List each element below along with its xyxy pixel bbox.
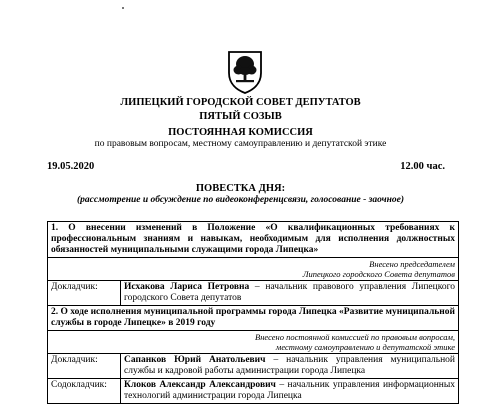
- agenda-item-1-speaker-name: Исхакова Лариса Петровна: [124, 282, 250, 292]
- agenda-item-2-introduced-row: [48, 331, 459, 354]
- agenda-item-2-introduced-line1: Внесено постоянной комиссией по правовым вопросам,: [255, 332, 455, 342]
- agenda-item-1-speaker-position: – начальник правового управления Липецкого городского Совета депутатов: [124, 282, 455, 303]
- scan-speck: [122, 7, 124, 9]
- agenda-item-1-introduced-line2: Липецкого городского Совета депутатов: [302, 269, 455, 279]
- agenda-item-1-speaker: [121, 281, 459, 306]
- agenda-item-1-introduced: [48, 258, 459, 281]
- agenda-item-1-speaker-row: [48, 281, 459, 306]
- agenda-mode: (рассмотрение и обсуждение по видеоконференцсвязи, голосование - заочное): [77, 195, 404, 205]
- city-coat-of-arms-icon: [225, 49, 265, 95]
- meeting-date: 19.05.2020: [47, 161, 95, 172]
- agenda-item-1-role-label: Докладчик:: [48, 281, 121, 306]
- meeting-time: 12.00 час.: [400, 161, 445, 172]
- agenda-title: ПОВЕСТКА ДНЯ:: [195, 183, 286, 194]
- agenda-item-2-co-role-label: Содокладчик:: [48, 379, 121, 404]
- agenda-item-1-introduced-line1: Внесено председателем: [369, 259, 455, 269]
- committee-title: ПОСТОЯННАЯ КОМИССИЯ: [168, 127, 313, 138]
- agenda-table: [47, 221, 459, 404]
- agenda-item-1-title: 1. О внесении изменений в Положение «О квалификационных требованиях к профессиональным знаниям и навыкам, необходимым для исполнения должностных обязанностей муниципальными служащими города Липецка»: [48, 222, 459, 258]
- agenda-item-2-speaker: [121, 354, 459, 379]
- agenda-item-2-speaker-row: [48, 354, 459, 379]
- agenda-item-2-speaker-position: – начальник управления муниципальной службы и кадровой работы администрации города Липецка: [124, 355, 455, 376]
- agenda-item-2-cospeaker-position: – начальник управления информационных технологий администрации города Липецка: [124, 380, 455, 401]
- agenda-item-2-title: 2. О ходе исполнения муниципальной программы города Липецка «Развитие муниципальной службы в городе Липецке» в 2019 году: [48, 306, 459, 331]
- agenda-item-2-title-row: [48, 306, 459, 331]
- agenda-item-2-introduced: [48, 331, 459, 354]
- agenda-item-2-speaker-name: Сапанков Юрий Анатольевич: [124, 355, 266, 365]
- committee-scope: по правовым вопросам, местному самоуправлению и депутатской этике: [94, 139, 387, 149]
- agenda-item-1-title-row: [48, 222, 459, 258]
- agenda-item-2-cospeaker-name: Клоков Александр Александрович: [124, 380, 276, 390]
- agenda-item-2-introduced-line2: местному самоуправлению и депутатской этике: [275, 342, 455, 352]
- agenda-item-1-introduced-row: [48, 258, 459, 281]
- agenda-item-2-role-label: Докладчик:: [48, 354, 121, 379]
- convocation: ПЯТЫЙ СОЗЫВ: [199, 111, 282, 122]
- council-name: ЛИПЕЦКИЙ ГОРОДСКОЙ СОВЕТ ДЕПУТАТОВ: [120, 97, 361, 108]
